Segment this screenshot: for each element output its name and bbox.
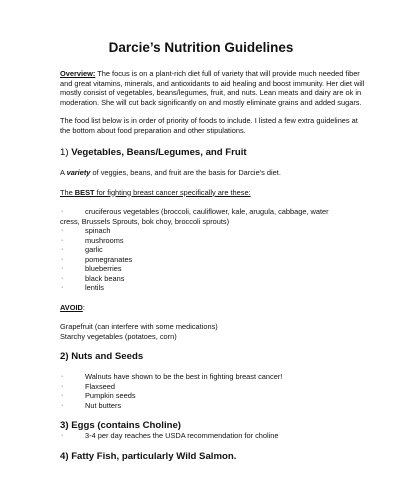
bullet-icon: · xyxy=(61,265,64,272)
eggs-list xyxy=(60,431,370,441)
list-item-text: Nut butters xyxy=(85,400,122,410)
best-word: BEST xyxy=(74,187,95,197)
list-item xyxy=(60,372,370,382)
list-item xyxy=(60,245,370,255)
section-1-heading xyxy=(60,147,370,158)
list-item-text: blueberries xyxy=(85,264,122,273)
list-item xyxy=(60,283,370,293)
overview-text: The focus is on a plant-rich diet full of variety that will provide much needed fiber and great vitamins, minerals, and antioxidants to aid healing and boost immunity. Her diet will mostly consist of vegetables, beans/legumes, fruit, and nuts. Lean meats and dairy are ok in moderation. She will cut back significantly on and mostly eliminate grains and added sugars. xyxy=(60,69,365,107)
bullet-icon: · xyxy=(61,373,64,380)
avoid-word: AVOID xyxy=(60,302,83,312)
list-item-text: Walnuts have shown to be the best in fighting breast cancer! xyxy=(85,372,283,381)
list-item xyxy=(60,382,370,392)
bullet-icon: · xyxy=(61,432,64,439)
bullet-icon: · xyxy=(61,274,64,282)
avoid-colon: : xyxy=(82,302,85,312)
variety-post: of veggies, beans, and fruit are the basis for Darcie’s diet. xyxy=(90,168,281,177)
best-pre: The xyxy=(60,187,75,197)
list-item xyxy=(60,207,370,226)
bullet-icon: · xyxy=(61,208,64,215)
list-item-text: lentils xyxy=(85,283,104,292)
list-item-text: garlic xyxy=(85,245,103,254)
list-item-text: spinach xyxy=(85,226,111,235)
best-foods-list xyxy=(60,207,370,293)
avoid-label xyxy=(60,303,370,313)
document-title: Darcie’s Nutrition Guidelines xyxy=(108,40,294,55)
list-item-text: Pumpkin seeds xyxy=(85,391,136,400)
nuts-seeds-list xyxy=(60,372,370,410)
bullet-icon: · xyxy=(61,236,64,244)
section-2-heading: 2) Nuts and Seeds xyxy=(60,351,144,362)
list-item xyxy=(60,226,370,236)
best-sentence xyxy=(60,188,370,198)
section-1-number: 1) xyxy=(60,147,69,158)
overview-paragraph xyxy=(60,69,370,107)
variety-word: variety xyxy=(66,168,91,177)
best-post: for fighting breast cancer specifically are these: xyxy=(94,187,251,197)
variety-sentence xyxy=(60,168,370,178)
list-item xyxy=(60,264,370,274)
bullet-icon: · xyxy=(61,227,64,234)
bullet-icon: · xyxy=(61,392,64,399)
list-item xyxy=(60,431,370,441)
list-item-text: pomegranates xyxy=(85,254,133,264)
food-list-intro: The food list below is in order of priority of foods to include. I listed a few extra guidelines at the bottom about food preparation and other stipulations. xyxy=(60,116,358,135)
list-item-text: mushrooms xyxy=(85,235,124,245)
bullet-icon: · xyxy=(61,382,64,390)
list-item xyxy=(60,255,370,265)
section-4-heading: 4) Fatty Fish, particularly Wild Salmon. xyxy=(60,450,237,462)
bullet-icon: · xyxy=(61,255,64,263)
bullet-icon: · xyxy=(61,284,64,291)
section-3-heading: 3) Eggs (contains Choline) xyxy=(60,420,181,431)
list-item xyxy=(60,391,370,401)
list-item xyxy=(60,236,370,246)
overview-label: Overview: xyxy=(60,69,96,78)
list-item-text-cont: cress, Brussels Sprouts, bok choy, broccoli sprouts) xyxy=(60,216,230,226)
avoid-item: Starchy vegetables (potatoes, corn) xyxy=(60,331,177,341)
list-item xyxy=(60,274,370,284)
list-item-text: 3-4 per day reaches the USDA recommendation for choline xyxy=(85,431,279,440)
list-item-text: cruciferous vegetables (broccoli, cauliflower, kale, arugula, cabbage, water xyxy=(85,207,329,216)
variety-pre: A xyxy=(60,168,67,177)
list-item-text: black beans xyxy=(85,273,125,283)
avoid-item: Grapefruit (can interfere with some medications) xyxy=(60,322,218,331)
list-item xyxy=(60,401,370,411)
bullet-icon: · xyxy=(61,246,64,253)
section-1-title: Vegetables, Beans/Legumes, and Fruit xyxy=(71,147,247,158)
bullet-icon: · xyxy=(61,401,64,409)
list-item-text: Flaxseed xyxy=(85,381,115,391)
